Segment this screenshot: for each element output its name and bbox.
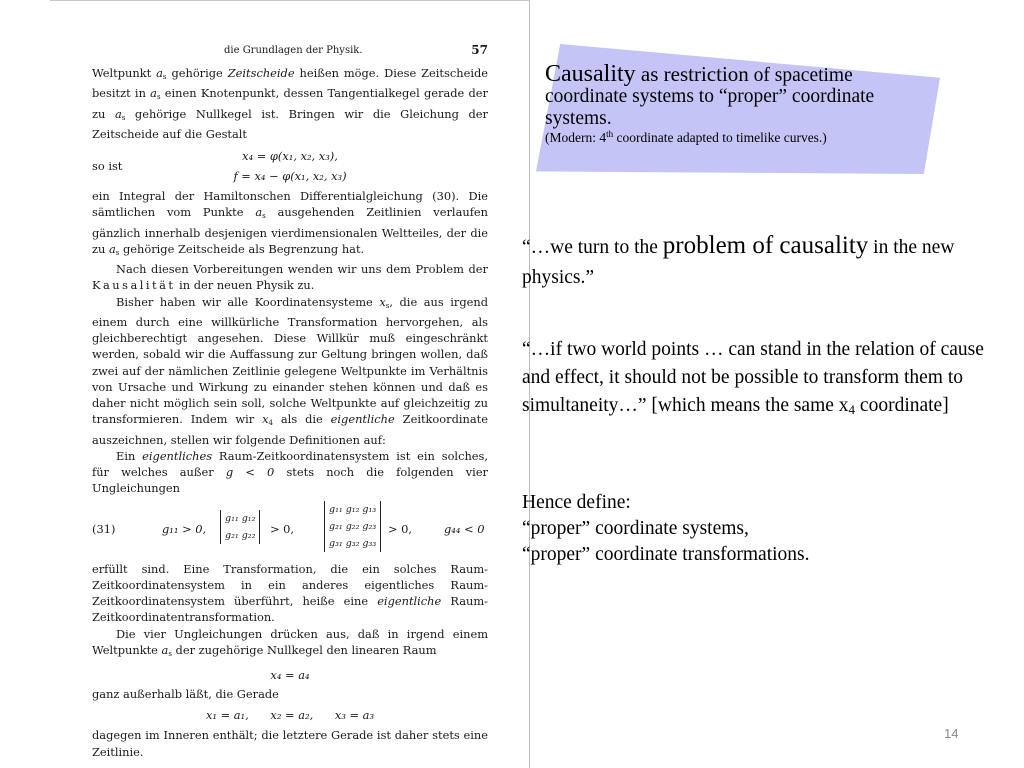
quote-text: coordinate] (855, 395, 949, 416)
so-ist-row (92, 159, 488, 183)
scan-paragraph-7 (92, 626, 488, 663)
text: ein Integral der Hamiltonschen Differentialgleichung (30). Die sämtlichen vom Punkte (92, 189, 488, 220)
equation-1-row (92, 148, 488, 165)
text: Nach diesen Vorbereitungen wenden wir uns dem Problem der (116, 262, 488, 276)
scan-paragraph-3 (92, 261, 488, 294)
det-row: g₃₁ g₃₂ g₃₃ (329, 537, 377, 549)
text: gehörige Nullkegel ist. Bringen wir die Gleichung der Zeitscheide auf die Gestalt (92, 106, 488, 141)
text: Ein (116, 448, 143, 463)
equation-31-number: (31) (92, 521, 116, 536)
text: als die (272, 412, 331, 427)
determinant-2x2 (220, 510, 260, 544)
text: einen Knotenpunkt, dessen Tangentialkegel gerade der zu (92, 86, 488, 121)
conclusion-line-1: Hence define: (522, 492, 631, 513)
conclusion (522, 490, 992, 568)
conclusion-line-2: “proper” coordinate systems, (522, 518, 749, 539)
text: Raum-Zeitkoordinatentransformation. (92, 594, 488, 625)
so-ist-label: so ist (92, 159, 123, 173)
text: erfüllt sind. Eine Transformation, die ein solches Raum-Zeitkoordinatensystem in ein anderes eigentliches Raum-Zeitkoordinatensystem überführt, heiße eine (92, 561, 488, 608)
equation-31-gt1: > 0, (270, 521, 295, 536)
quote-emphasis: problem of causality (662, 232, 869, 259)
text: , die aus irgend einem durch eine willkürliche Transformation hervorgehen, als gleichberechtigt angesehen. Diese Willkür muß eingeschränkt werden, sobald wir die Auffassung zur Geltung bringen wollen, daß zwei auf der nämlichen Zeitlinie gelegene Weltpunkte im Verhältnis von Ursache und Wirkung zu einander stehen können und daß es daher nicht möglich sein soll, solche Weltpunkte auf gleichzeitig zu transformieren. Indem wir (92, 294, 488, 427)
running-head (92, 43, 488, 65)
sub: 4 (268, 419, 273, 428)
scan-page-number: 57 (471, 43, 488, 57)
sub: s (168, 649, 172, 658)
box-line-2: coordinate systems to “proper” coordinate (545, 86, 875, 107)
scanned-page-content (92, 43, 488, 760)
text: Zeitkoordinate auszeichnen, stellen wir folgende Definitionen auf: (92, 412, 488, 447)
det-row: g₂₁ g₂₂ (225, 529, 256, 541)
note-sup: th (606, 129, 614, 139)
equation-31 (92, 501, 488, 557)
scan-paragraph-4 (92, 294, 488, 448)
quote-causality (522, 231, 992, 293)
quote-text: “…if two world points … can stand in the relation of cause and effect, it should not be possible to transform them to simultaneity…” [which means the same x (522, 339, 984, 416)
spaced-term: Kausalität (92, 278, 176, 293)
text: Die vier Ungleichungen drücken aus, daß in irgend einem Weltpunkte (92, 626, 488, 657)
italic-term: eigentliches (142, 448, 213, 463)
text: heißen möge. Diese Zeitscheide besitzt in (92, 66, 488, 101)
scan-paragraph-9: dagegen im Inneren enthält; die letztere Gerade ist daher stets eine Zeitlinie. (92, 728, 488, 759)
scan-paragraph-8: ganz außerhalb läßt, die Gerade (92, 687, 279, 701)
box-line-1 (545, 61, 945, 87)
text: Raum-Zeitkoordinatensystem ist ein solches, für welches außer (92, 448, 488, 479)
quote-text: “…we turn to the (522, 237, 663, 258)
quote-text: in the new physics.” (522, 237, 955, 288)
determinant-3x3 (324, 501, 381, 552)
box-as-restriction: as restriction (635, 62, 749, 86)
sub: s (385, 301, 390, 310)
equation-31-g44: g₄₄ < 0 (444, 521, 485, 536)
var: x (379, 294, 386, 309)
det-row: g₂₁ g₂₂ g₂₃ (329, 520, 377, 532)
text: der zugehörige Nullkegel den linearen Raum (171, 642, 437, 657)
text: gehörige (166, 66, 228, 80)
equation-31-gt2: > 0, (388, 521, 413, 536)
sub: s (121, 113, 126, 122)
running-head-title: die Grundlagen der Physik. (224, 45, 363, 56)
sub: s (156, 93, 161, 102)
equation-1: x₄ = φ(x₁, x₂, x₃), (242, 149, 338, 163)
text: stets noch die folgenden vier Ungleichungen (92, 465, 489, 496)
scanned-page (50, 0, 530, 768)
det-row: g₁₁ g₁₂ (225, 512, 256, 524)
sub: s (115, 248, 120, 257)
box-line-3: systems. (545, 108, 612, 129)
note-text: coordinate adapted to timelike curves.) (613, 130, 827, 145)
text: in der neuen Physik zu. (175, 278, 315, 293)
var: a (114, 106, 122, 121)
equation-4-row (92, 707, 488, 724)
quote-subscript: 4 (848, 402, 856, 417)
text: gehörige Zeitscheide als Begrenzung hat. (119, 241, 365, 256)
slide-number: 14 (944, 726, 959, 741)
sub: s (162, 73, 167, 81)
equation-4: x₁ = a₁, x₂ = a₂, x₃ = a₃ (205, 708, 375, 723)
scan-paragraph-5 (92, 448, 488, 497)
italic-term: eigentliche (377, 594, 442, 608)
box-note (545, 130, 945, 146)
quote-world-points (522, 336, 992, 420)
equation-31-g11: g₁₁ > 0, (162, 521, 207, 536)
var: a (150, 86, 157, 101)
var: a (161, 642, 169, 657)
det-row: g₁₁ g₁₂ g₁₃ (329, 503, 377, 515)
text: Weltpunkt (92, 66, 157, 80)
sub: s (262, 212, 266, 221)
box-causality: Causality (545, 61, 636, 87)
conclusion-line-3: “proper” coordinate transformations. (522, 544, 810, 565)
text: Bisher haben wir alle Koordinatensysteme (116, 294, 380, 309)
var: a (255, 205, 263, 220)
inequality: g < 0 (225, 465, 275, 479)
scan-paragraph-6 (92, 561, 488, 626)
highlight-box-text (545, 61, 945, 146)
italic-term: Zeitscheide (227, 66, 295, 80)
equation-3: x₄ = a₄ (270, 668, 310, 682)
box-of-spacetime: of spacetime (748, 65, 853, 86)
italic-term: eigentliche (330, 412, 395, 427)
note-text: (Modern: 4 (545, 130, 607, 145)
var: a (156, 66, 163, 80)
text: ausgehenden Zeitlinien verlaufen gänzlich innerhalb desjenigen vierdimensionalen Weltteiles, der die zu (92, 205, 488, 256)
var: x (262, 412, 269, 427)
equation-3-row (92, 667, 488, 684)
equation-2: f = x₄ − φ(x₁, x₂, x₃) (233, 169, 347, 183)
scan-paragraph-1 (92, 65, 488, 142)
var: a (108, 241, 116, 256)
scan-paragraph-2 (92, 188, 488, 261)
